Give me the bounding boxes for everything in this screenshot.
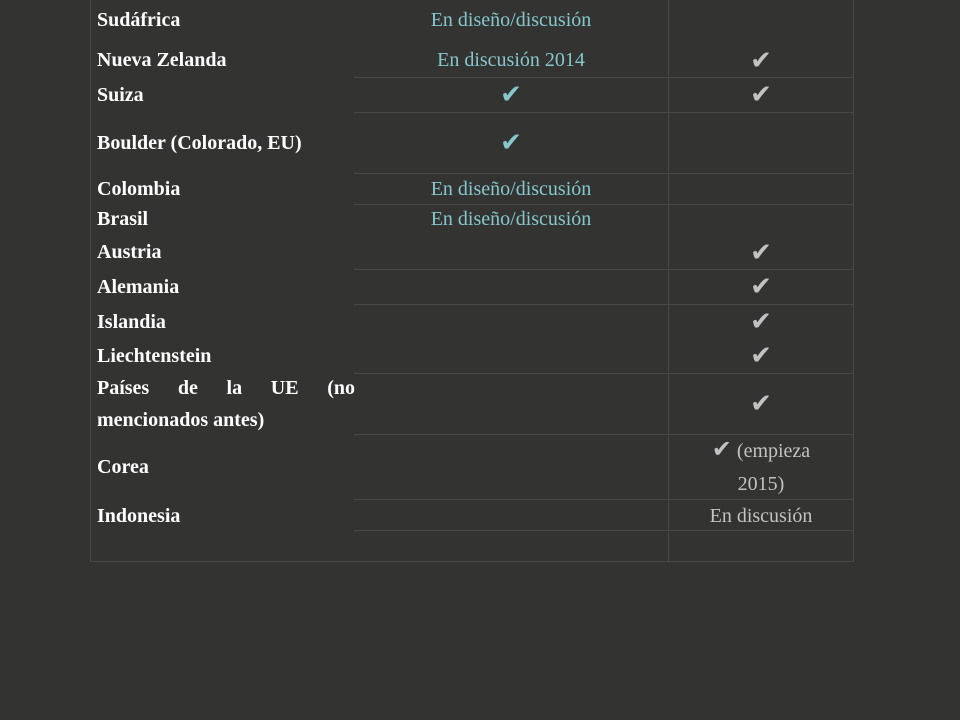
checkmark-icon: ✔ <box>711 435 732 463</box>
corea-status <box>691 435 831 501</box>
row-country-label: Nueva Zelanda <box>97 49 227 71</box>
row-country-label: Países de la UE (no mencionados antes) <box>97 377 355 431</box>
row-country-label: Alemania <box>97 275 180 298</box>
row-status-col2: En diseño/discusión <box>430 9 592 31</box>
start-note: (empieza 2015) <box>736 440 811 495</box>
row-status-col3 <box>668 270 854 304</box>
row-status-col2: En diseño/discusión <box>430 207 592 230</box>
checkmark-icon: ✔ <box>500 128 522 158</box>
row-country-label: Liechtenstein <box>97 344 212 367</box>
row-country-label: Brasil <box>97 207 149 230</box>
checkmark-icon: ✔ <box>500 80 522 110</box>
row-country-label: Austria <box>97 241 162 263</box>
row-status-col3 <box>668 78 854 112</box>
checkmark-icon: ✔ <box>750 237 772 268</box>
row-country-label: Corea <box>97 455 149 478</box>
checkmark-icon: ✔ <box>750 80 772 110</box>
table-border-bottom <box>90 561 854 562</box>
row-country-label: Boulder (Colorado, EU) <box>97 132 302 154</box>
row-status-col2: En diseño/discusión <box>430 177 592 200</box>
table-border-left <box>90 0 91 562</box>
row-country-label: Islandia <box>97 310 166 333</box>
row-country-label: Suiza <box>97 83 144 106</box>
row-country-label: Indonesia <box>97 505 181 527</box>
checkmark-icon: ✔ <box>750 307 772 337</box>
checkmark-icon: ✔ <box>750 272 772 302</box>
row-country-label: Colombia <box>97 177 181 200</box>
row-country-label: Sudáfrica <box>97 9 181 31</box>
row-status-col3 <box>668 44 854 77</box>
row-status-col2: En discusión 2014 <box>437 49 585 71</box>
checkmark-icon: ✔ <box>750 389 772 419</box>
row-status-col3 <box>668 236 854 269</box>
row-status-col3: En discusión <box>709 505 813 527</box>
row-status-col2 <box>354 78 668 112</box>
row-status-col3 <box>668 339 854 373</box>
checkmark-icon: ✔ <box>750 45 772 76</box>
row-status-col3 <box>668 435 854 499</box>
row-status-col2 <box>354 113 668 173</box>
comparison-table <box>90 0 854 562</box>
row-status-col3 <box>668 374 854 434</box>
row-status-col3 <box>668 305 854 339</box>
checkmark-icon: ✔ <box>750 341 772 371</box>
